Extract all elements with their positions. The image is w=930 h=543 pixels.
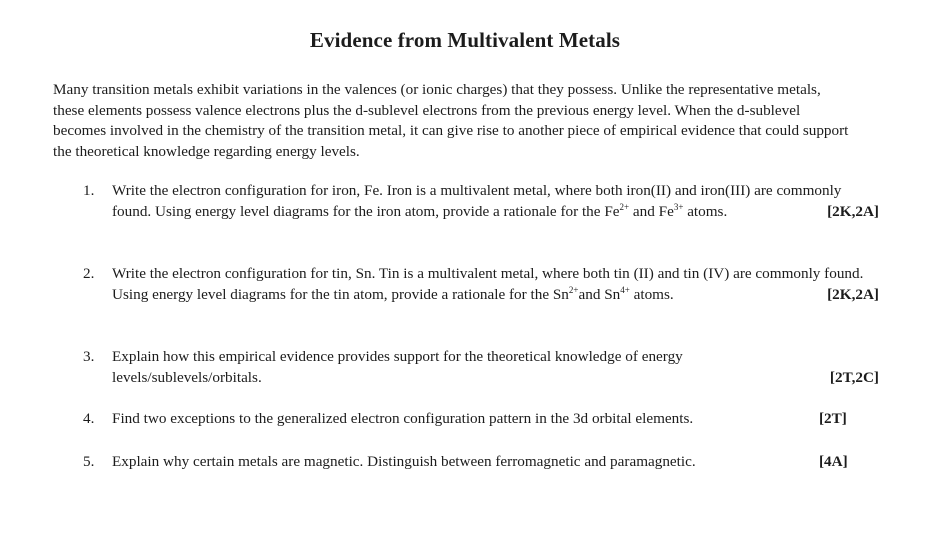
question-number: 4. (83, 410, 95, 427)
question-number: 1. (83, 182, 95, 199)
question-marks: [4A] (819, 453, 848, 470)
superscript-charge: 4+ (620, 284, 630, 295)
question-text: Write the electron configuration for tin, Sn. Tin is a multivalent metal, where both tin (II) and tin (IV) are commonly found. Using energy level diagrams for the tin atom, provide a rationale for the $Sn^{2+}and$ $Sn^{4+}$ atoms. [2K,2A] (112, 264, 879, 305)
superscript-charge: 2+ (568, 284, 579, 295)
question-marks: [2T,2C] (829, 368, 879, 386)
question-5 (83, 452, 883, 473)
question-number: 5. (83, 453, 95, 470)
question-marks: [2K,2A] (827, 285, 879, 303)
question-marks: [2K,2A] (827, 202, 879, 220)
question-text: Write the electron configuration for iron, Fe. Iron is a multivalent metal, where both iron(II) and iron(III) are commonly found. Using energy level diagrams for the iron atom, provide a rationale for the $Fe^{2+}$ and $Fe^{3+}$ atoms. [2K,2A] (112, 181, 879, 222)
page-title: Evidence from Multivalent Metals (309, 28, 621, 52)
question-number: 2. (83, 265, 95, 282)
question-number: 3. (83, 348, 95, 365)
question-text: Explain how this empirical evidence provides support for the theoretical knowledge of energy levels/sublevels/orbitals. (112, 348, 683, 386)
question-2 (83, 264, 883, 305)
intro-paragraph: Many transition metals exhibit variations in the valences (or ionic charges) that they possess. Unlike the representative metals, these elements possess valence electrons plus the d-sublevel electrons from the previous energy level. When the d-sublevel becomes involved in the chemistry of the transition metal, it can give rise to another piece of empirical evidence that could support the theoretical knowledge regarding energy levels. (53, 81, 849, 160)
superscript-charge: 2+ (619, 201, 630, 212)
question-text: Find two exceptions to the generalized electron configuration pattern in the 3d orbital elements. (112, 410, 694, 427)
question-4 (83, 409, 883, 430)
question-3 (83, 347, 883, 388)
question-text: Explain why certain metals are magnetic. Distinguish between ferromagnetic and paramagnetic. (112, 453, 696, 470)
question-marks: [2T] (819, 410, 847, 427)
question-1 (83, 181, 883, 222)
superscript-charge: 3+ (673, 201, 684, 212)
